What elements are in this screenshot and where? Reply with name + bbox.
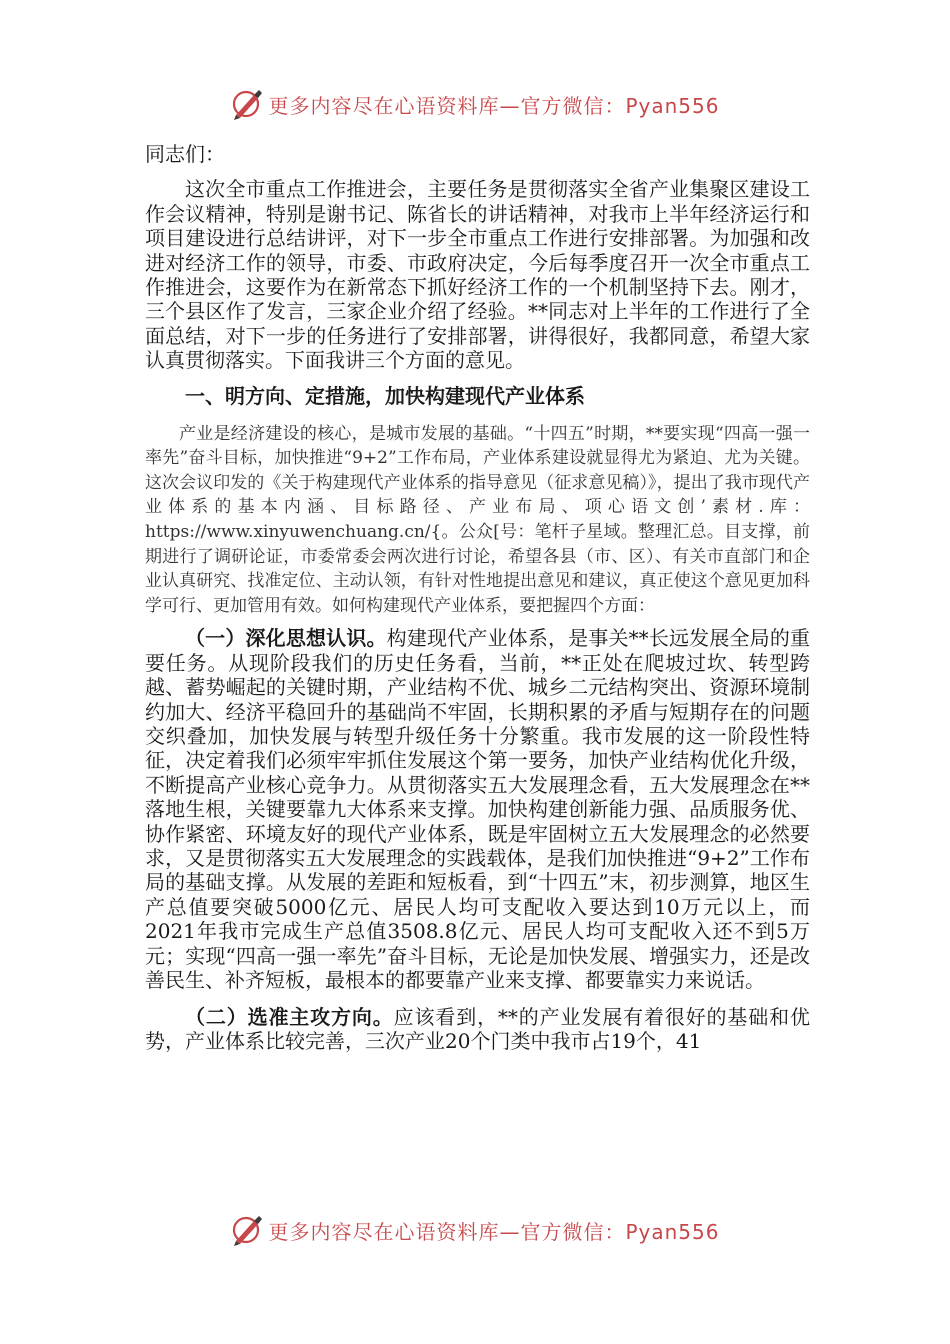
greeting: 同志们： xyxy=(145,142,225,166)
banner-text: 更多内容尽在心语资料库—官方微信：Pyan556 xyxy=(268,1219,720,1244)
body-paragraph xyxy=(145,626,810,992)
banner-text: 更多内容尽在心语资料库—官方微信：Pyan556 xyxy=(268,93,720,118)
pen-logo-icon xyxy=(230,1213,264,1247)
pen-logo-icon xyxy=(230,87,264,121)
section-heading: 一、明方向、定措施，加快构建现代产业体系 xyxy=(185,383,585,408)
body-paragraph xyxy=(145,1005,810,1054)
footer-banner xyxy=(0,1210,950,1250)
subsection-heading: （一）深化思想认识。 xyxy=(185,626,387,651)
header-banner xyxy=(0,84,950,124)
document-body xyxy=(145,142,810,1053)
subsection-heading: （二）选准主攻方向。 xyxy=(185,1004,394,1029)
body-paragraph: 产业是经济建设的核心，是城市发展的基础。“十四五”时期，**要实现“四高一强一率先”奋斗目标，加快推进“9+2”工作布局，产业体系建设就显得尤为紧迫、尤为关键。这次会议印发的《关于构建现代产业体系的指导意见（征求意见稿）》，提出了我市现代产业体系的基本内涵、目标路径、产业布局、项心语文创’素材.库：https://www.xinyuwenchuang.cn/{。公众[号：笔杆子星域。整理汇总。目支撑，前期进行了调研论证，市委常委会两次进行讨论，希望各县（市、区）、有关市直部门和企业认真研究、找准定位、主动认领，有针对性地提出意见和建议，真正使这个意见更加科学可行、更加管用有效。如何构建现代产业体系，要把握四个方面： xyxy=(145,423,810,616)
paragraph-text: 构建现代产业体系，是事关**长远发展全局的重要任务。从现阶段我们的历史任务看，当前，**正处在爬坡过坎、转型跨越、蓄势崛起的关键时期，产业结构不优、城乡二元结构突出、资源环境制约加大、经济平稳回升的基础尚不牢固，长期积累的矛盾与短期存在的问题交织叠加，加快发展与转型升级任务十分繁重。我市发展的这一阶段性特征，决定着我们必须牢牢抓住发展这个第一要务，加快产业结构优化升级，不断提高产业核心竞争力。从贯彻落实五大发展理念看，五大发展理念在**落地生根，关键要靠九大体系来支撑。加快构建创新能力强、品质服务优、协作紧密、环境友好的现代产业体系，既是牢固树立五大发展理念的必然要求，又是贯彻落实五大发展理念的实践载体，是我们加快推进“9+2”工作布局的基础支撑。从发展的差距和短板看，到“十四五”末，初步测算，地区生产总值要突破5000亿元、居民人均可支配收入要达到10万元以上，而2021年我市完成生产总值3508.8亿元、居民人均可支配收入还不到5万元；实现“四高一强一率先”奋斗目标，无论是加快发展、增强实力，还是改善民生、补齐短板，最根本的都要靠产业来支撑、都要靠实力来说话。 xyxy=(145,626,811,993)
intro-paragraph: 这次全市重点工作推进会，主要任务是贯彻落实全省产业集聚区建设工作会议精神，特别是谢书记、陈省长的讲话精神，对我市上半年经济运行和项目建设进行总结讲评，对下一步全市重点工作进行安排部署。为加强和改进对经济工作的领导，市委、市政府决定，今后每季度召开一次全市重点工作推进会，这要作为在新常态下抓好经济工作的一个机制坚持下去。刚才，三个县区作了发言，三家企业介绍了经验。**同志对上半年的工作进行了全面总结，对下一步的任务进行了安排部署，讲得很好，我都同意，希望大家认真贯彻落实。下面我讲三个方面的意见。 xyxy=(145,177,810,373)
paragraph-text: 应该看到，**的产业发展有着很好的基础和优势，产业体系比较完善，三次产业20个门类中我市占19个，41 xyxy=(145,1004,811,1053)
